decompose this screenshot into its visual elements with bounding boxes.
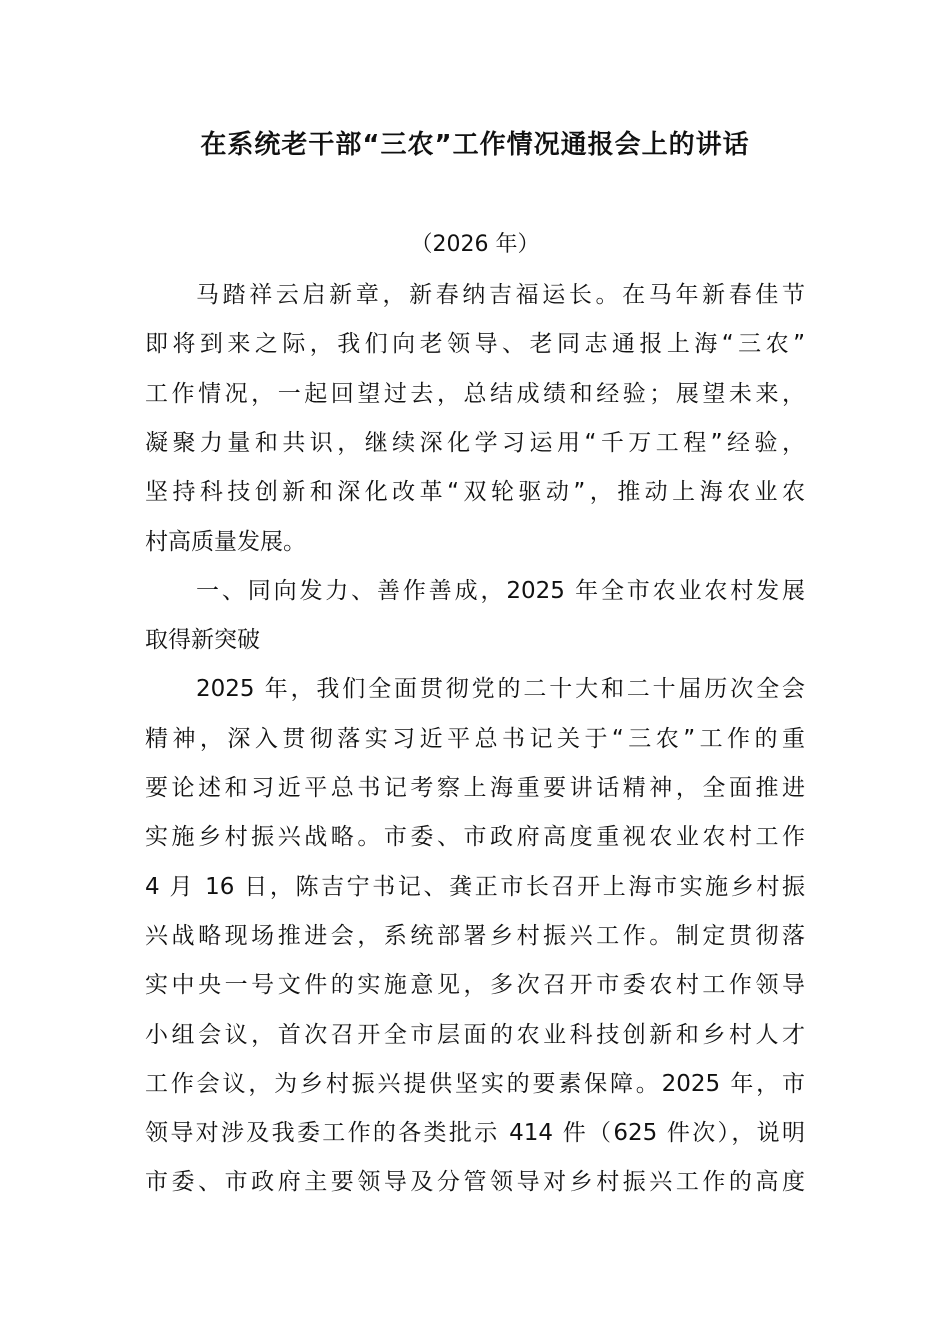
body-text-line: 领导对涉及我委工作的各类批示 414 件（625 件次），说明 (145, 1120, 805, 1147)
document-date: （2026 年） (410, 232, 540, 257)
body-text-line: 即将到来之际，我们向老领导、老同志通报上海“三农” (145, 331, 805, 358)
body-text-line: 工作情况，一起回望过去，总结成绩和经验；展望未来， (145, 380, 805, 407)
body-text-line: 实中央一号文件的实施意见，多次召开市委农村工作领导 (145, 972, 805, 999)
body-text-line: 小组会议，首次召开全市层面的农业科技创新和乡村人才 (145, 1021, 805, 1048)
body-text-line: 4 月 16 日，陈吉宁书记、龚正市长召开上海市实施乡村振 (145, 873, 805, 900)
body-text-line: 坚持科技创新和深化改革“双轮驱动”，推动上海农业农 (145, 479, 805, 506)
body-text-line: 2025 年，我们全面贯彻党的二十大和二十届历次全会 (196, 676, 805, 703)
body-text-line: 兴战略现场推进会，系统部署乡村振兴工作。制定贯彻落 (145, 922, 805, 949)
body-text-line: 一、同向发力、善作善成，2025 年全市农业农村发展 (196, 577, 805, 604)
body-text-line: 要论述和习近平总书记考察上海重要讲话精神，全面推进 (145, 775, 805, 801)
body-text-line: 村高质量发展。 (145, 528, 306, 555)
body-text-line: 实施乡村振兴战略。市委、市政府高度重视农业农村工作 (145, 824, 805, 851)
body-text-line: 精神，深入贯彻落实习近平总书记关于“三农”工作的重 (145, 725, 805, 752)
body-text-line: 取得新突破 (145, 627, 260, 654)
document-title: 在系统老干部“三农”工作情况通报会上的讲话 (200, 130, 750, 160)
body-text-line: 工作会议，为乡村振兴提供坚实的要素保障。2025 年，市 (145, 1070, 805, 1097)
body-text-line: 市委、市政府主要领导及分管领导对乡村振兴工作的高度 (145, 1169, 805, 1196)
body-text-line: 马踏祥云启新章，新春纳吉福运长。在马年新春佳节 (196, 282, 805, 308)
body-text-line: 凝聚力量和共识，继续深化学习运用“千万工程”经验， (145, 429, 805, 456)
